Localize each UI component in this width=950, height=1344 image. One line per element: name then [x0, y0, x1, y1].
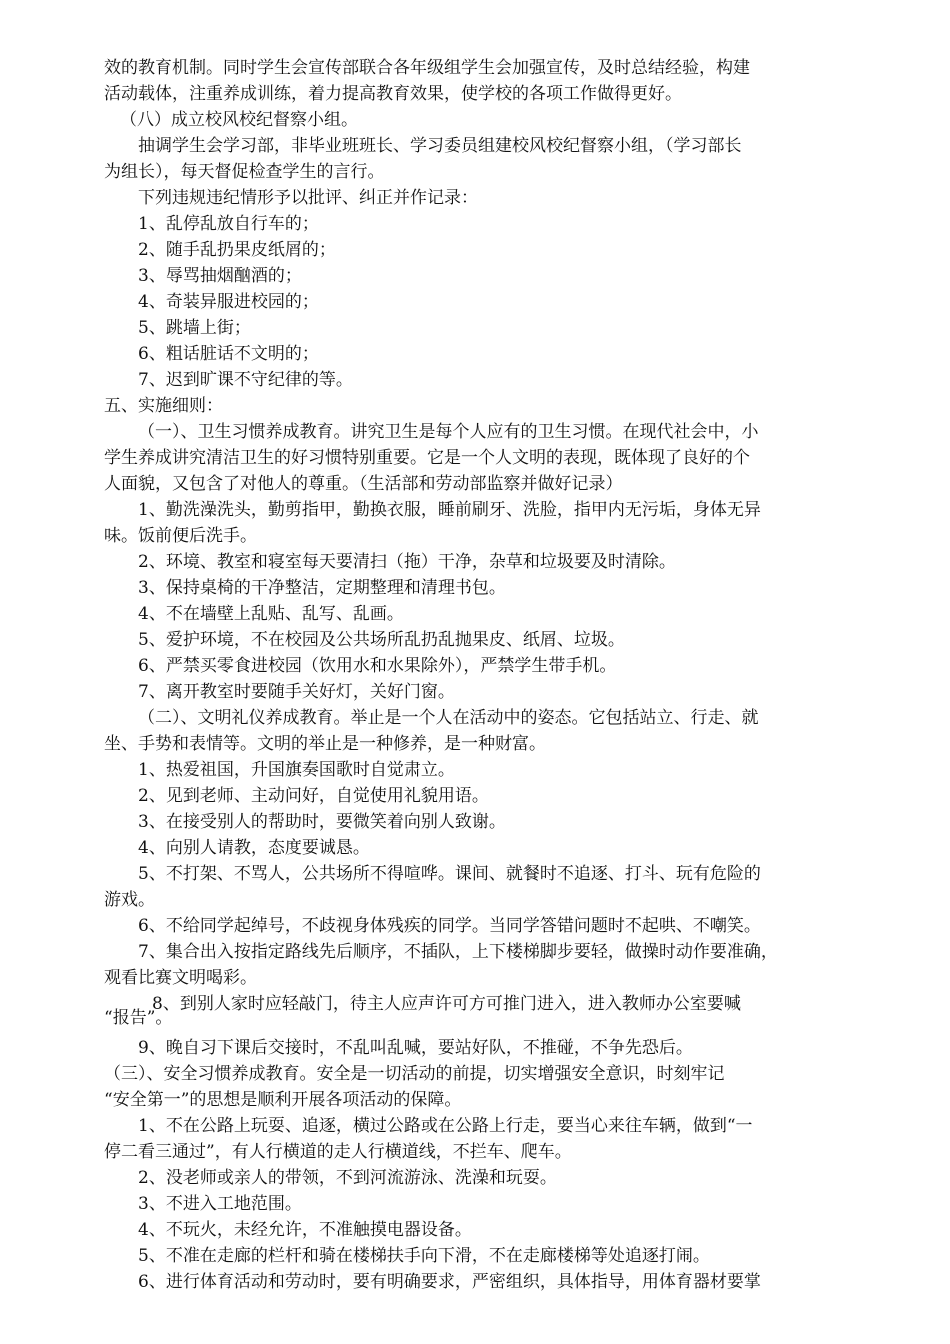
paragraph-line: “安全第一”的思想是顺利开展各项活动的保障。 — [104, 1090, 462, 1110]
list-item: 5、爱护环境，不在校园及公共场所乱扔乱抛果皮、纸屑、垃圾。 — [138, 630, 625, 650]
list-item: 3、在接受别人的帮助时，要微笑着向别人致谢。 — [138, 812, 506, 832]
list-item: 2、随手乱扔果皮纸屑的； — [138, 240, 336, 260]
list-item: 6、进行体育活动和劳动时，要有明确要求，严密组织，具体指导，用体育器材要掌 — [138, 1272, 761, 1292]
list-item: 3、保持桌椅的干净整洁，定期整理和清理书包。 — [138, 578, 506, 598]
subsection-heading: （二）、文明礼仪养成教育。举止是一个人在活动中的姿态。它包括站立、行走、就 — [138, 708, 759, 728]
paragraph-line: 为组长），每天督促检查学生的言行。 — [104, 162, 385, 182]
section-heading: （八）成立校风校纪督察小组。 — [120, 110, 358, 130]
paragraph-line: 效的教育机制。同时学生会宣传部联合各年级组学生会加强宣传，及时总结经验，构建 — [104, 58, 750, 78]
list-item: 2、没老师或亲人的带领，不到河流游泳、洗澡和玩耍。 — [138, 1168, 557, 1188]
list-item: 1、热爱祖国，升国旗奏国歌时自觉肃立。 — [138, 760, 455, 780]
list-item: 7、集合出入按指定路线先后顺序，不插队，上下楼梯脚步要轻，做操时动作要准确， — [138, 942, 778, 962]
list-item: 9、晚自习下课后交接时，不乱叫乱喊，要站好队，不推碰，不争先恐后。 — [138, 1038, 693, 1058]
list-item: 5、不打架、不骂人，公共场所不得喧哗。课间、就餐时不追逐、打斗、玩有危险的 — [138, 864, 761, 884]
list-item-continuation: 游戏。 — [104, 890, 155, 910]
paragraph-line: 人面貌，又包含了对他人的尊重。（生活部和劳动部监察并做好记录） — [104, 474, 623, 494]
list-item: 3、不进入工地范围。 — [138, 1194, 302, 1214]
paragraph-line: 抽调学生会学习部，非毕业班班长、学习委员组建校风校纪督察小组，（学习部长 — [138, 136, 742, 156]
list-item: 3、辱骂抽烟酗酒的； — [138, 266, 302, 286]
list-item-continuation: “报告”。 — [104, 1008, 173, 1028]
subsection-heading: （一）、卫生习惯养成教育。讲究卫生是每个人应有的卫生习惯。在现代社会中，小 — [138, 422, 759, 442]
list-item-continuation: 味。饭前便后洗手。 — [104, 526, 257, 546]
list-item: 4、不玩火，未经允许，不准触摸电器设备。 — [138, 1220, 472, 1240]
list-item: 6、不给同学起绰号，不歧视身体残疾的同学。当同学答错问题时不起哄、不嘲笑。 — [138, 916, 761, 936]
list-item: 4、不在墙壁上乱贴、乱写、乱画。 — [138, 604, 404, 624]
list-item: 6、粗话脏话不文明的； — [138, 344, 319, 364]
paragraph-line: 活动载体，注重养成训练，着力提高教育效果，使学校的各项工作做得更好。 — [104, 84, 682, 104]
list-item: 5、不准在走廊的栏杆和骑在楼梯扶手向下滑，不在走廊楼梯等处追逐打闹。 — [138, 1246, 710, 1266]
list-item: 1、乱停乱放自行车的； — [138, 214, 319, 234]
list-item: 1、不在公路上玩耍、追逐，横过公路或在公路上行走，要当心来往车辆，做到“一 — [138, 1116, 753, 1136]
subsection-heading: （三）、安全习惯养成教育。安全是一切活动的前提，切实增强安全意识，时刻牢记 — [104, 1064, 725, 1084]
section-heading: 五、实施细则： — [104, 396, 223, 416]
paragraph-line: 学生养成讲究清洁卫生的好习惯特别重要。它是一个人文明的表现，既体现了良好的个 — [104, 448, 750, 468]
paragraph-line: 下列违规违纪情形予以批评、纠正并作记录： — [138, 188, 478, 208]
list-item: 7、离开教室时要随手关好灯，关好门窗。 — [138, 682, 455, 702]
list-item: 6、严禁买零食进校园（饮用水和水果除外），严禁学生带手机。 — [138, 656, 617, 676]
list-item: 2、见到老师、主动问好，自觉使用礼貌用语。 — [138, 786, 489, 806]
paragraph-line: 坐、手势和表情等。文明的举止是一种修养，是一种财富。 — [104, 734, 546, 754]
list-item: 7、迟到旷课不守纪律的等。 — [138, 370, 353, 390]
list-item: 2、环境、教室和寝室每天要清扫（拖）干净，杂草和垃圾要及时清除。 — [138, 552, 676, 572]
list-item: 8、到别人家时应轻敲门，待主人应声许可方可推门进入，进入教师办公室要喊 — [152, 994, 741, 1014]
list-item: 1、勤洗澡洗头，勤剪指甲，勤换衣服，睡前刷牙、洗脸，指甲内无污垢，身体无异 — [138, 500, 761, 520]
list-item-continuation: 观看比赛文明喝彩。 — [104, 968, 257, 988]
list-item: 4、奇装异服进校园的； — [138, 292, 319, 312]
list-item-continuation: 停二看三通过”，有人行横道的走人行横道线，不拦车、爬车。 — [104, 1142, 572, 1162]
list-item: 4、向别人请教，态度要诚恳。 — [138, 838, 370, 858]
list-item: 5、跳墙上街； — [138, 318, 251, 338]
